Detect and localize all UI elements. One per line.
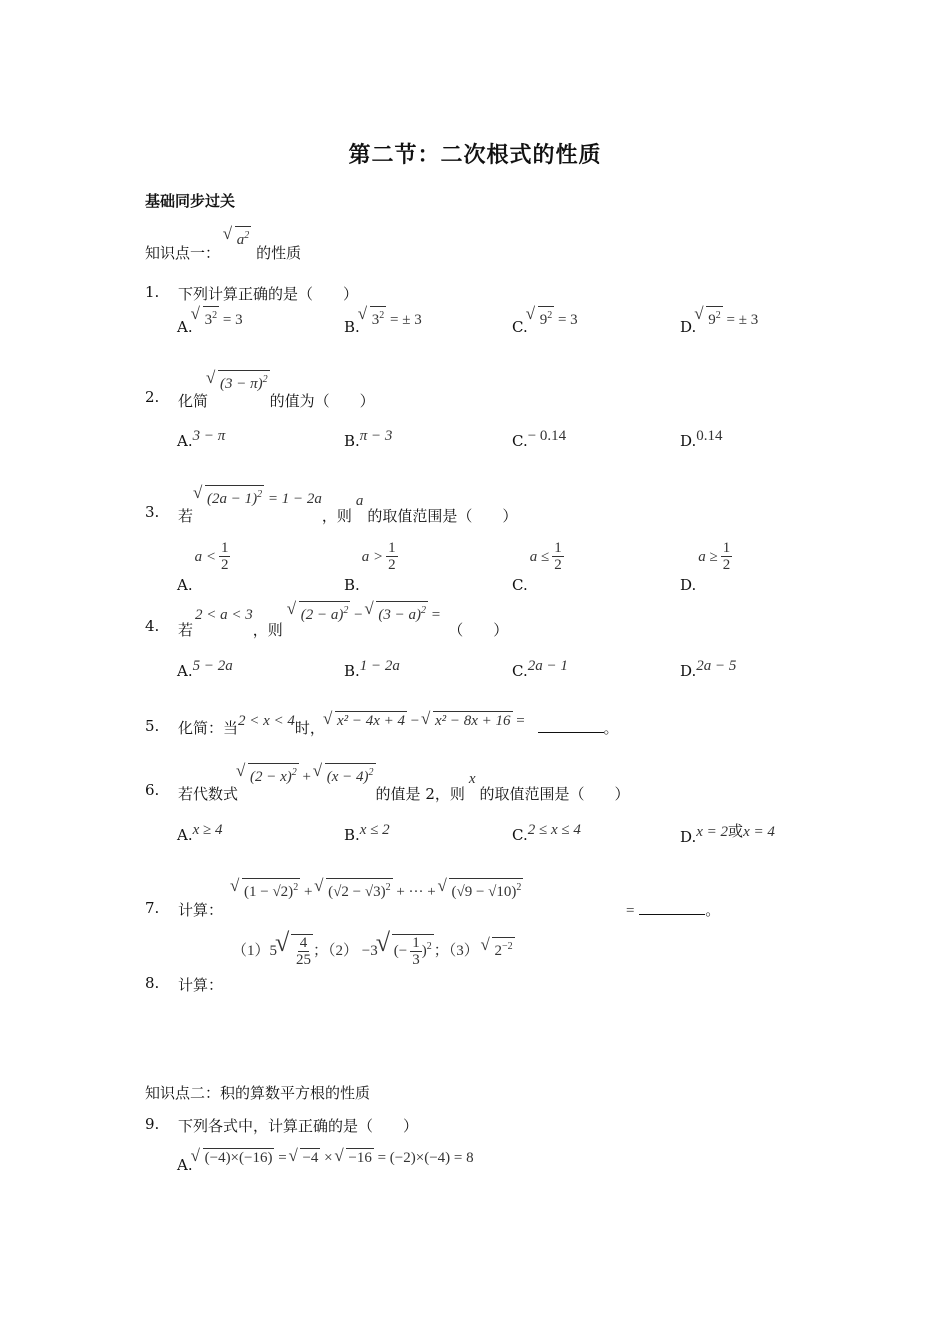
page-title: 第二节：二次根式的性质 <box>348 142 602 168</box>
q6-stem: 若代数式√ $(2 - x)^2$ + √ $(x - 4)^2$的值是 2，则x的取值范围是（ ） <box>178 781 630 804</box>
q3-option-c[interactable]: C.a ≤ $\frac{1}{2}$ <box>512 540 562 594</box>
q7-answer: = 。 <box>626 901 721 919</box>
q3-option-a[interactable]: A.a < $\frac{1}{2}$ <box>177 540 229 594</box>
q6-option-b[interactable]: B.x ≤ 2 <box>344 822 390 844</box>
q1-option-c[interactable]: C.√ $9^2 = 3$ <box>512 314 578 337</box>
q3-option-b[interactable]: B.a > $\frac{1}{2}$ <box>344 540 396 594</box>
q7-stem: 计算： <box>178 901 224 919</box>
q9-stem: 下列各式中，计算正确的是（ ） <box>178 1117 419 1135</box>
q4-stem: 若2 < a < 3，则√ $(2 - a)^2$ − √ $(3 - a)^2$ =（ ） <box>178 617 508 640</box>
knowledge-point-1 <box>145 230 302 263</box>
q7-answer-blank[interactable] <box>639 902 705 915</box>
q8-stem: 计算： <box>178 976 224 994</box>
q9-option-a[interactable]: A.√ (−4)×(−16) = √ −4 × √ −16 = (−2)×(−4) = 8 <box>177 1156 474 1175</box>
knowledge-point-2: 知识点二：积的算数平方根的性质 <box>145 1084 371 1102</box>
q6-option-a[interactable]: A.x ≥ 4 <box>177 822 223 844</box>
q2-stem: 化简√ $(3 - \pi)^2$的值为（ ） <box>178 388 375 411</box>
q3-number: 3. <box>145 503 160 521</box>
q5-stem: 化简：当2 < x < 4时，√ x² − 4x + 4 − √ x² − 8x + 16 = 。 <box>178 717 619 738</box>
q1-number: 1. <box>145 283 160 301</box>
q6-option-c[interactable]: C.2 ≤ x ≤ 4 <box>512 822 581 844</box>
q4-option-d[interactable]: D.2a − 5 <box>680 658 737 680</box>
q1-stem: 下列计算正确的是（ ） <box>178 285 359 303</box>
q4-option-b[interactable]: B.1 − 2a <box>344 658 400 680</box>
q3-stem: 若√ $(2a - 1)^2 = 1 - 2a$，则a的取值范围是（ ） <box>178 503 517 526</box>
q1-option-a[interactable]: A.√ $3^2 = 3$ <box>177 314 243 337</box>
q7-expression: √ $(1 - √2)^2$ + √ $(√2 - √3)^2$ + ··· + √ $(√9 - √10)^2$ <box>232 878 523 901</box>
q2-option-b[interactable]: B.π − 3 <box>344 428 393 450</box>
q6-option-d[interactable]: D.x = 2或x = 4 <box>680 822 775 846</box>
q1-option-b[interactable]: B.√ $3^2$ = ± 3 <box>344 314 422 337</box>
q5-answer-blank[interactable] <box>538 720 604 733</box>
q2-option-c[interactable]: C.− 0.14 <box>512 428 567 450</box>
q2-option-d[interactable]: D.0.14 <box>680 428 723 450</box>
q5-number: 5. <box>145 717 160 735</box>
q3-option-d[interactable]: D.a ≥ $\frac{1}{2}$ <box>680 540 731 594</box>
q8-expressions: （1）5 √ $\frac{4}{25}$ ；（2） −3√ (− $\frac{1}{3}$ )$^2$ ；（3） √ $2^{-2}$ <box>232 934 515 968</box>
q9-number: 9. <box>145 1115 160 1133</box>
q1-option-d[interactable]: D.√ $9^2$ = ± 3 <box>680 314 758 337</box>
kp1-suffix: 的性质 <box>256 244 302 262</box>
q4-option-c[interactable]: C.2a − 1 <box>512 658 568 680</box>
q4-number: 4. <box>145 617 160 635</box>
q7-number: 7. <box>145 899 160 917</box>
q8-number: 8. <box>145 974 160 992</box>
q4-option-a[interactable]: A.5 − 2a <box>177 658 233 680</box>
section-heading: 基础同步过关 <box>145 192 236 210</box>
kp1-radical: √ $a^2$ <box>225 232 252 248</box>
q6-number: 6. <box>145 781 160 799</box>
q2-option-a[interactable]: A.3 − π <box>177 428 226 450</box>
q2-number: 2. <box>145 388 160 406</box>
kp1-prefix: 知识点一： <box>145 244 221 262</box>
